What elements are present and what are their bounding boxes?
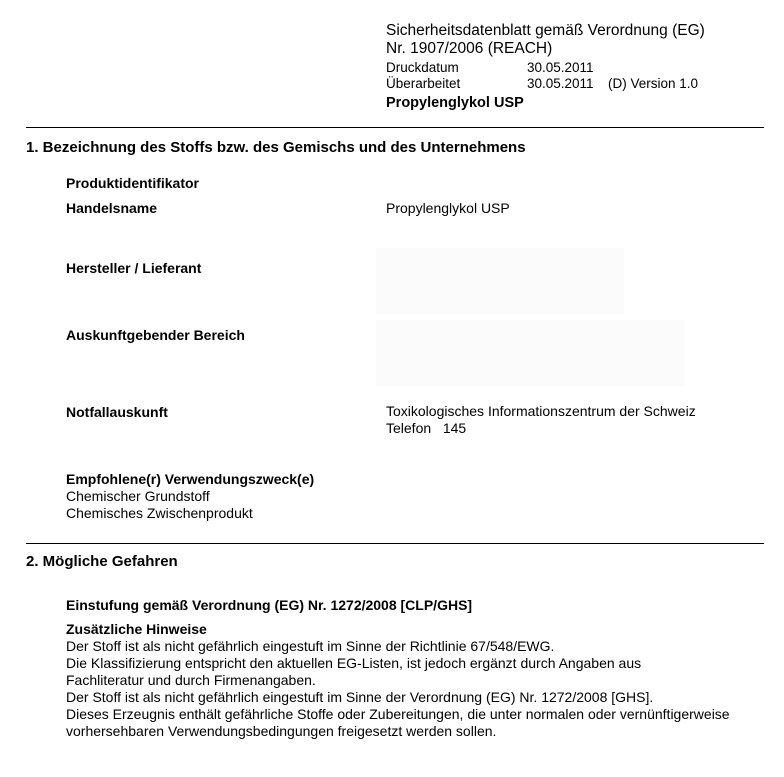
emergency-line-2: Telefon 145 (386, 420, 467, 436)
product-name: Propylenglykol USP (386, 95, 524, 111)
product-identifier-label: Produktidentifikator (66, 175, 200, 191)
recommended-use-2: Chemisches Zwischenprodukt (66, 505, 253, 521)
document-title-line2: Nr. 1907/2006 (REACH) (386, 40, 553, 57)
classification-label: Einstufung gemäß Verordnung (EG) Nr. 1272/2008 [CLP/GHS] (66, 597, 473, 613)
emergency-label: Notfallauskunft (66, 404, 168, 420)
revised-label: Überarbeitet (386, 76, 461, 91)
note-line: Dieses Erzeugnis enthält gefährliche Stoffe oder Zubereitungen, die unter normalen oder vernünftigerweise (66, 706, 730, 722)
emergency-line-1: Toxikologisches Informationszentrum der Schweiz (386, 403, 696, 419)
information-area-label: Auskunftgebender Bereich (66, 327, 245, 343)
redacted-area (376, 248, 624, 314)
note-line: Der Stoff ist als nicht gefährlich eingestuft im Sinne der Richtlinie 67/548/EWG. (66, 638, 555, 654)
divider (26, 543, 764, 544)
note-line: Der Stoff ist als nicht gefährlich eingestuft im Sinne der Verordnung (EG) Nr. 1272/2008 [GHS]. (66, 689, 654, 705)
document-title-line1: Sicherheitsdatenblatt gemäß Verordnung (EG) (386, 22, 705, 39)
print-date-label: Druckdatum (386, 60, 459, 75)
note-line: Fachliteratur und durch Firmenangaben. (66, 672, 316, 688)
redacted-area (376, 320, 684, 386)
section-2-title: 2. Mögliche Gefahren (26, 553, 178, 570)
recommended-use-1: Chemischer Grundstoff (66, 488, 210, 504)
revised-value: 30.05.2011 (527, 76, 594, 91)
section-1-title: 1. Bezeichnung des Stoffs bzw. des Gemischs und des Unternehmens (26, 139, 526, 156)
divider (26, 127, 764, 128)
print-date-value: 30.05.2011 (527, 60, 594, 75)
note-line: Die Klassifizierung entspricht den aktuellen EG-Listen, ist jedoch ergänzt durch Angaben aus (66, 655, 642, 671)
note-line: vorhersehbaren Verwendungsbedingungen freigesetzt werden sollen. (66, 723, 497, 739)
trade-name-label: Handelsname (66, 200, 158, 216)
manufacturer-label: Hersteller / Lieferant (66, 260, 202, 276)
version-text: (D) Version 1.0 (608, 76, 699, 91)
additional-notes-label: Zusätzliche Hinweise (66, 621, 207, 637)
recommended-use-label: Empfohlene(r) Verwendungszweck(e) (66, 471, 315, 487)
trade-name-value: Propylenglykol USP (386, 200, 510, 216)
